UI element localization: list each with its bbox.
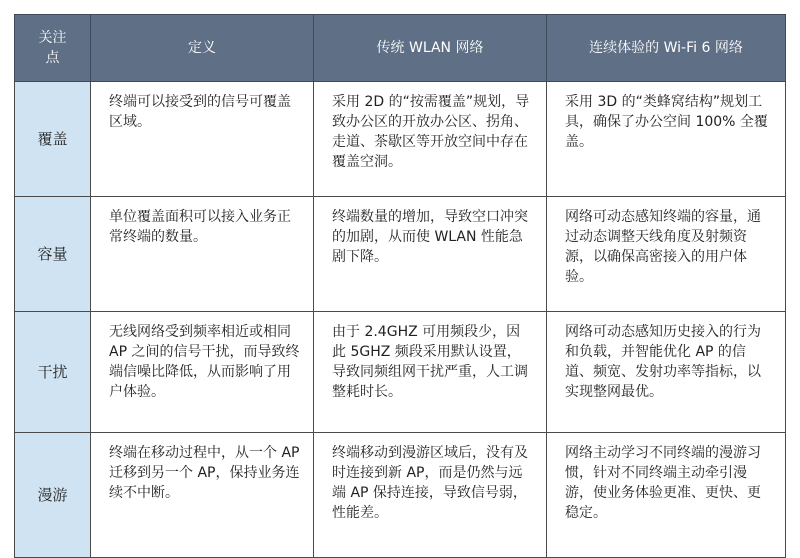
table-row (15, 82, 786, 197)
header-traditional-wlan: 传统 WLAN 网络 (314, 15, 547, 82)
table-row (15, 197, 786, 312)
table-row (15, 433, 786, 558)
cell-definition: 终端可以接受到的信号可覆盖区域。 (91, 82, 314, 197)
row-label-capacity: 容量 (15, 197, 91, 312)
cell-traditional: 由于 2.4GHZ 可用频段少，因此 5GHZ 频段采用默认设置，导致同频组网干扰严重，人工调整耗时长。 (314, 312, 547, 433)
table-row (15, 312, 786, 433)
header-definition: 定义 (91, 15, 314, 82)
table-header-row (15, 15, 786, 82)
row-label-interference: 干扰 (15, 312, 91, 433)
comparison-table-container (14, 14, 785, 521)
header-focus: 关注点 (15, 15, 91, 82)
cell-traditional: 采用 2D 的“按需覆盖”规划，导致办公区的开放办公区、拐角、走道、茶歇区等开放空间中存在覆盖空洞。 (314, 82, 547, 197)
header-wifi6: 连续体验的 Wi-Fi 6 网络 (547, 15, 786, 82)
cell-wifi6: 网络可动态感知终端的容量，通过动态调整天线角度及射频资源，以确保高密接入的用户体验。 (547, 197, 786, 312)
comparison-table (14, 14, 786, 558)
row-label-roaming: 漫游 (15, 433, 91, 558)
cell-definition: 终端在移动过程中，从一个 AP 迁移到另一个 AP，保持业务连续不中断。 (91, 433, 314, 558)
row-label-coverage: 覆盖 (15, 82, 91, 197)
cell-wifi6: 网络可动态感知历史接入的行为和负载，并智能优化 AP 的信道、频宽、发射功率等指标，以实现整网最优。 (547, 312, 786, 433)
cell-wifi6: 网络主动学习不同终端的漫游习惯，针对不同终端主动牵引漫游，使业务体验更准、更快、更稳定。 (547, 433, 786, 558)
cell-definition: 无线网络受到频率相近或相同 AP 之间的信号干扰，而导致终端信噪比降低，从而影响了用户体验。 (91, 312, 314, 433)
cell-definition: 单位覆盖面积可以接入业务正常终端的数量。 (91, 197, 314, 312)
cell-traditional: 终端移动到漫游区域后，没有及时连接到新 AP，而是仍然与远端 AP 保持连接，导致信号弱，性能差。 (314, 433, 547, 558)
cell-traditional: 终端数量的增加，导致空口冲突的加剧，从而使 WLAN 性能急剧下降。 (314, 197, 547, 312)
cell-wifi6: 采用 3D 的“类蜂窝结构”规划工具，确保了办公空间 100% 全覆盖。 (547, 82, 786, 197)
